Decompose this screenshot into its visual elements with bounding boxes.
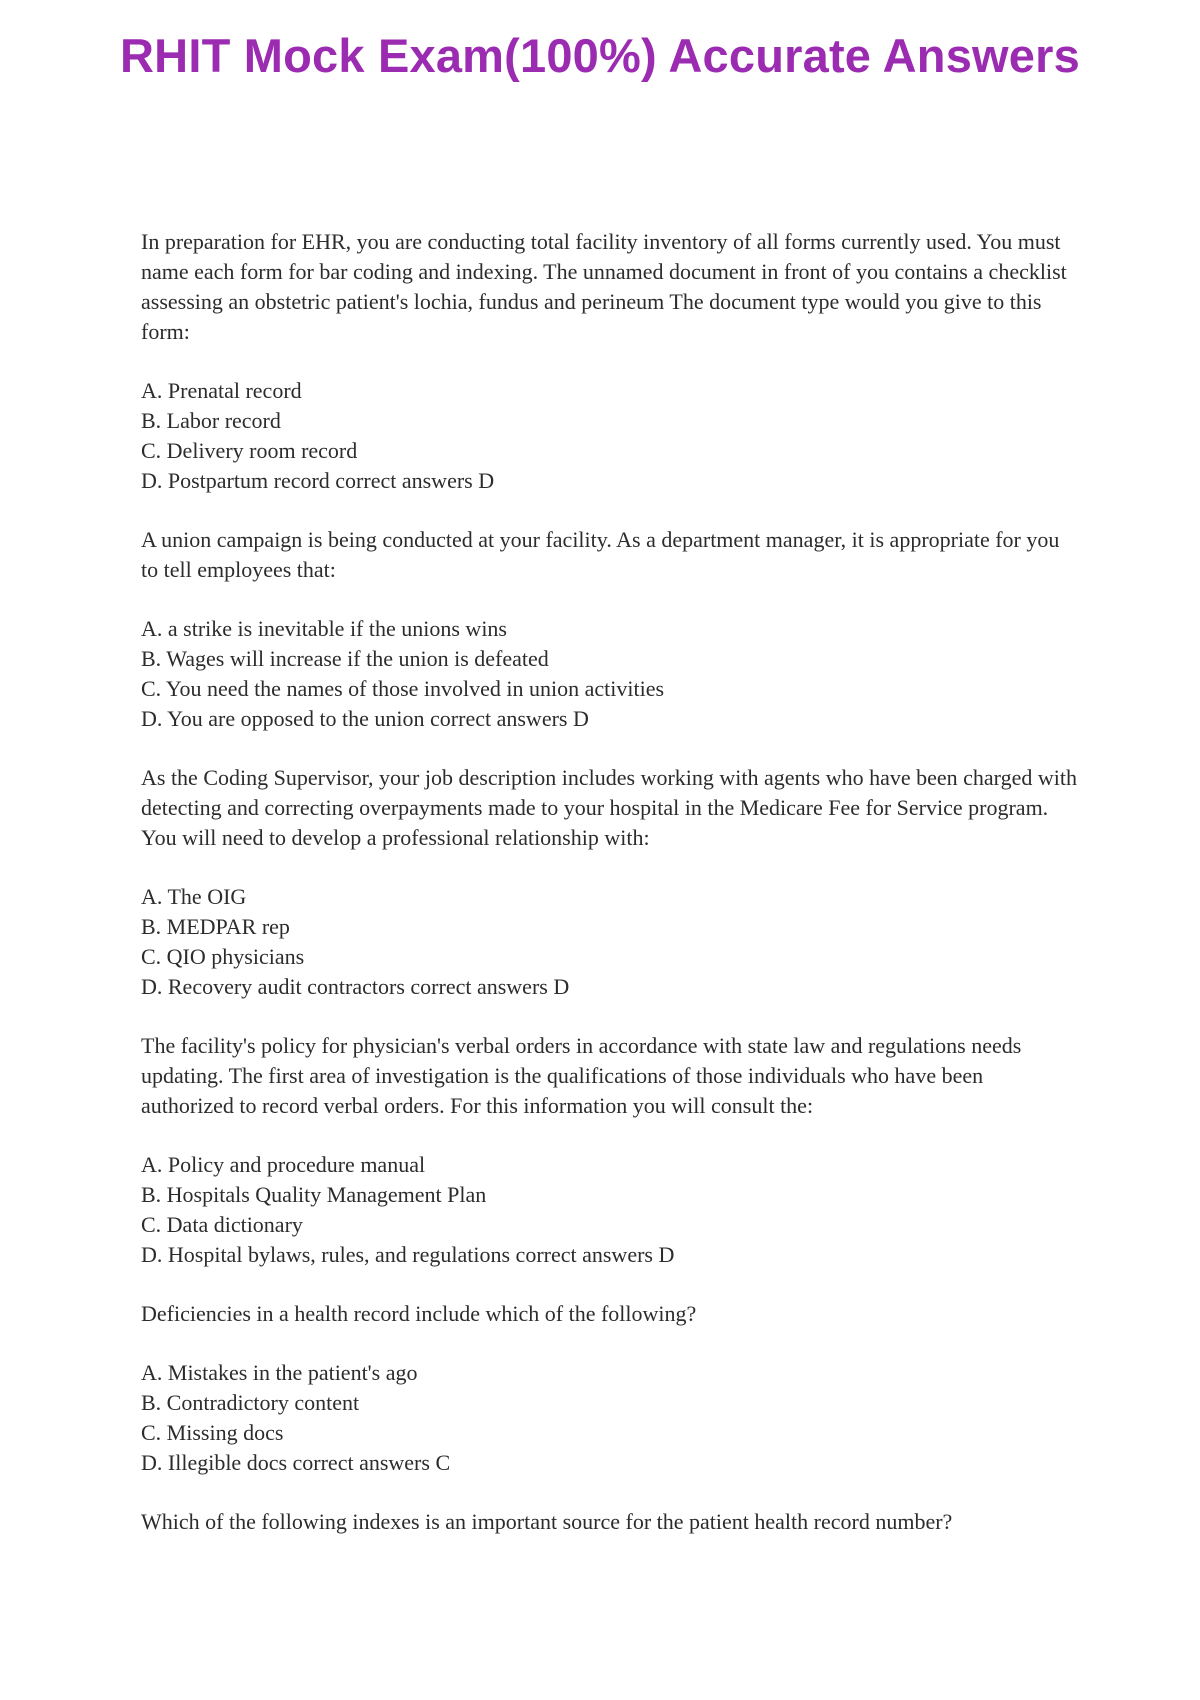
option-c: C. Data dictionary — [141, 1212, 303, 1237]
option-d-with-answer: D. Hospital bylaws, rules, and regulations correct answers D — [141, 1242, 675, 1267]
question-text: In preparation for EHR, you are conducting total facility inventory of all forms currently used. You must name each form for bar coding and indexing. The unnamed document in front of you contains a checklist assessing an obstetric patient's lochia, fundus and perineum The document type would you give to this form: — [141, 229, 1067, 344]
question-text: Which of the following indexes is an important source for the patient health record number? — [141, 1509, 953, 1534]
option-a: A. Policy and procedure manual — [141, 1152, 426, 1177]
option-a: A. a strike is inevitable if the unions wins — [141, 616, 507, 641]
option-d-with-answer: D. You are opposed to the union correct answers D — [141, 706, 589, 731]
question-4 — [141, 1031, 1081, 1270]
option-c: C. Delivery room record — [141, 438, 358, 463]
question-3 — [141, 763, 1081, 1002]
option-c-with-answer: C. Missing docs — [141, 1420, 284, 1445]
answer-options — [141, 614, 1081, 734]
question-list — [141, 227, 1081, 1566]
question-text: The facility's policy for physician's verbal orders in accordance with state law and regulations needs updating. The first area of investigation is the qualifications of those individuals who have been authorized to record verbal orders. For this information you will consult the: — [141, 1033, 1022, 1118]
option-d-with-answer: D. Recovery audit contractors correct answers D — [141, 974, 570, 999]
document-title: RHIT Mock Exam(100%) Accurate Answers — [120, 29, 1080, 82]
question-text: A union campaign is being conducted at your facility. As a department manager, it is appropriate for you to tell employees that: — [141, 527, 1060, 582]
answer-options — [141, 1358, 1081, 1478]
option-b: B. Wages will increase if the union is defeated — [141, 646, 549, 671]
option-a: A. Mistakes in the patient's ago — [141, 1360, 418, 1385]
question-text: Deficiencies in a health record include which of the following? — [141, 1301, 697, 1326]
question-2 — [141, 525, 1081, 734]
question-1 — [141, 227, 1081, 496]
question-text: As the Coding Supervisor, your job description includes working with agents who have been charged with detecting and correcting overpayments made to your hospital in the Medicare Fee for Service program. You will need to develop a professional relationship with: — [141, 765, 1077, 850]
option-a: A. The OIG — [141, 884, 247, 909]
option-b: B. MEDPAR rep — [141, 914, 290, 939]
option-b: B. Hospitals Quality Management Plan — [141, 1182, 487, 1207]
question-5 — [141, 1299, 1081, 1478]
option-a: A. Prenatal record — [141, 378, 302, 403]
answer-options — [141, 376, 1081, 496]
option-c: C. QIO physicians — [141, 944, 305, 969]
option-c: C. You need the names of those involved in union activities — [141, 676, 665, 701]
question-6 — [141, 1507, 1081, 1537]
option-d-with-answer: D. Illegible docs correct answers C — [141, 1450, 451, 1475]
option-b: B. Labor record — [141, 408, 281, 433]
answer-options — [141, 1150, 1081, 1270]
answer-options — [141, 882, 1081, 1002]
option-d-with-answer: D. Postpartum record correct answers D — [141, 468, 495, 493]
option-b: B. Contradictory content — [141, 1390, 360, 1415]
